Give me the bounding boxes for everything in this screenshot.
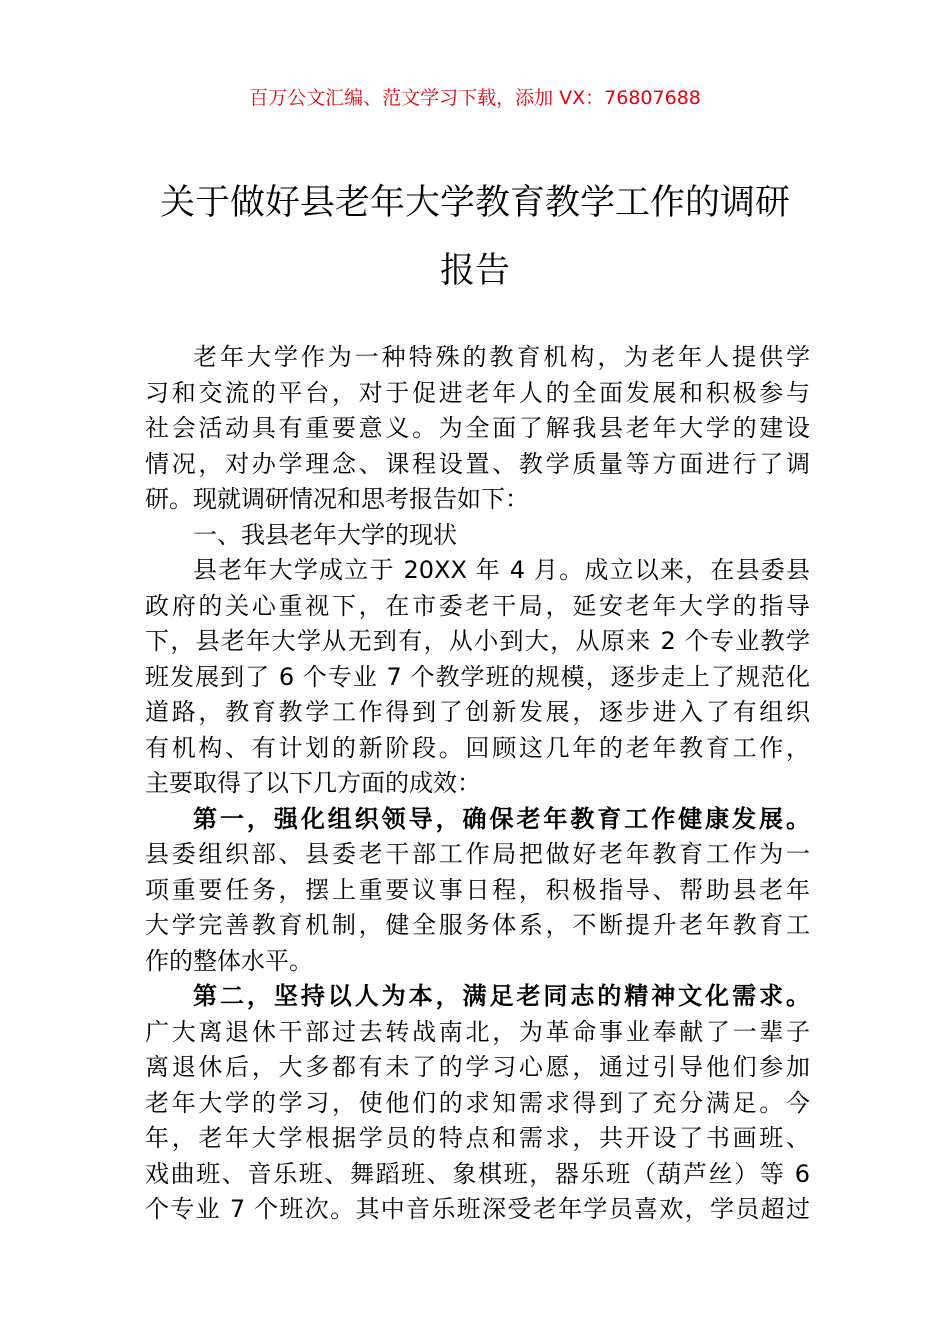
paragraph-line: 研。现就调研情况和思考报告如下： bbox=[145, 485, 529, 513]
paragraph-line: 第二，坚持以人为本，满足老同志的精神文化需求。 bbox=[193, 982, 810, 1010]
paragraph-line: 年，老年大学根据学员的特点和需求，共开设了书画班、 bbox=[145, 1124, 810, 1152]
paragraph-line: 大学完善教育机制，健全服务体系，不断提升老年教育工 bbox=[145, 911, 810, 939]
paragraph-line: 广大离退休干部过去转战南北，为革命事业奉献了一辈子 bbox=[145, 1017, 810, 1046]
document-title-line-1: 关于做好县老年大学教育教学工作的调研 bbox=[159, 183, 790, 223]
watermark-header: 百万公文汇编、范文学习下载，添加 VX：76807688 bbox=[249, 87, 701, 109]
paragraph-line: 项重要任务，摆上重要议事日程，积极指导、帮助县老年 bbox=[145, 875, 810, 904]
paragraph-line: 老年大学的学习，使他们的求知需求得到了充分满足。今 bbox=[145, 1088, 810, 1117]
paragraph-line: 情况，对办学理念、课程设置、教学质量等方面进行了调 bbox=[145, 449, 810, 478]
paragraph-line: 离退休后，大多都有未了的学习心愿，通过引导他们参加 bbox=[145, 1053, 810, 1081]
paragraph-line: 道路，教育教学工作得到了创新发展，逐步进入了有组织 bbox=[145, 698, 810, 726]
paragraph-line: 老年大学作为一种特殊的教育机构，为老年人提供学 bbox=[193, 343, 810, 371]
paragraph-line: 习和交流的平台，对于促进老年人的全面发展和积极参与 bbox=[145, 378, 810, 407]
paragraph-line: 社会活动具有重要意义。为全面了解我县老年大学的建设 bbox=[145, 414, 810, 442]
document-body bbox=[145, 340, 810, 1228]
paragraph-line: 有机构、有计划的新阶段。回顾这几年的老年教育工作， bbox=[145, 733, 810, 762]
document-title-line-2: 报告 bbox=[439, 251, 510, 291]
paragraph-line: 一、我县老年大学的现状 bbox=[193, 520, 457, 549]
paragraph-line: 县老年大学成立于 20XX 年 4 月。成立以来，在县委县 bbox=[193, 556, 810, 584]
paragraph-line: 政府的关心重视下，在市委老干局，延安老年大学的指导 bbox=[145, 591, 810, 620]
paragraph-line: 戏曲班、音乐班、舞蹈班、象棋班，器乐班（葫芦丝）等 6 bbox=[145, 1159, 810, 1188]
paragraph-line: 个专业 7 个班次。其中音乐班深受老年学员喜欢，学员超过 bbox=[145, 1195, 810, 1223]
paragraph-line: 主要取得了以下几方面的成效： bbox=[145, 769, 481, 797]
paragraph-line: 下，县老年大学从无到有，从小到大，从原来 2 个专业教学 bbox=[145, 627, 810, 655]
paragraph-line: 县委组织部、县委老干部工作局把做好老年教育工作为一 bbox=[145, 840, 810, 868]
paragraph-line: 第一，强化组织领导，确保老年教育工作健康发展。 bbox=[193, 804, 810, 833]
paragraph-line: 班发展到了 6 个专业 7 个教学班的规模，逐步走上了规范化 bbox=[145, 662, 810, 691]
paragraph-line: 作的整体水平。 bbox=[145, 946, 313, 975]
